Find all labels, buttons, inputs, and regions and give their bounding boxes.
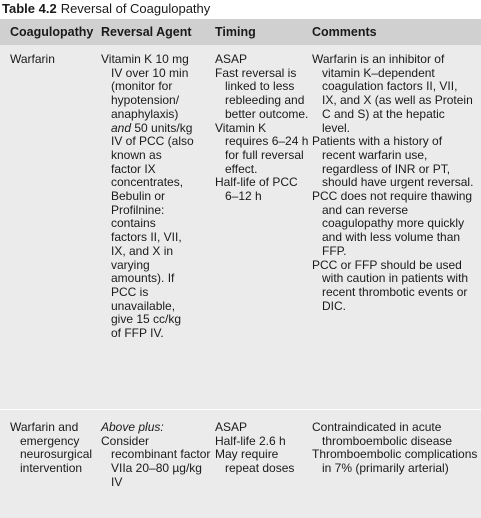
row1-agent-line: contains — [111, 216, 156, 231]
row1-timing-entry: Vitamin K requires 6–24 h for full reversal effect. — [215, 120, 309, 176]
row1-timing-entry: Fast reversal is linked to less rebleeding and better outcome. — [215, 65, 309, 121]
row1-agent-line: known as — [111, 147, 162, 162]
row1-agent-line: IX, and X in — [111, 243, 174, 258]
row1-timing-entry: Half-life of PCC 6–12 h — [215, 175, 298, 204]
table-number: Table 4.2 — [2, 1, 57, 16]
row1-agent-line: IV over 10 min — [111, 65, 189, 80]
row1-agent-line: Profilnine: — [111, 202, 165, 217]
table-title: Reversal of Coagulopathy — [60, 1, 211, 16]
row-separator — [0, 409, 481, 410]
row2-agent-intro: Above plus: — [101, 420, 164, 434]
row1-agent-line: unavailable, — [111, 298, 176, 313]
header-timing: Timing — [215, 25, 256, 39]
row2-comment-entry: Contraindicated in acute thromboembolic disease — [312, 420, 453, 448]
row2-timing-entry: ASAP — [215, 420, 248, 434]
row2-agent-text: Consider recombinant factor VIIa 20–80 µg/kg IV — [101, 433, 211, 489]
header-coagulopathy: Coagulopathy — [10, 25, 94, 39]
row2-timing-entry: Half-life 2.6 h — [215, 433, 286, 448]
row1-agent-line: concentrates, — [111, 175, 184, 190]
table-caption — [2, 0, 210, 19]
row1-timing-entry: ASAP — [215, 52, 248, 66]
row2-timing-entry: May require repeat doses — [215, 447, 295, 476]
row1-agent-line: hypotension/ — [111, 93, 180, 108]
row1-agent-and-line: and 50 units/kg — [111, 120, 193, 135]
row1-comment-entry: Warfarin is an inhibitor of vitamin K–dependent coagulation factors II, VII, IX, and X (as well as Protein C and S) at the hepatic level. — [312, 52, 473, 135]
row1-agent-and: and — [111, 120, 132, 135]
header-reversal-agent: Reversal Agent — [101, 25, 192, 39]
row2-comments — [312, 421, 478, 476]
row1-comment-entry: PCC or FFP should be used with caution in patients with recent thrombotic events or DIC. — [312, 257, 469, 313]
row1-agent-line: factors II, VII, — [111, 230, 182, 245]
header-comments: Comments — [312, 25, 377, 39]
row1-coagulopathy — [10, 53, 96, 67]
row1-agent-line: give 15 cc/kg — [111, 312, 182, 327]
row1-timing — [215, 53, 311, 204]
row1-agent-line: IV of PCC (also — [111, 134, 194, 149]
row1-agent-line: factor IX — [111, 161, 156, 176]
row1-agent-line: of FFP IV. — [111, 326, 164, 341]
row1-coagulopathy-text: Warfarin — [10, 52, 55, 66]
row1-reversal-agent — [101, 53, 213, 341]
row1-agent-line: (monitor for — [111, 79, 173, 94]
row1-comment-entry: Patients with a history of recent warfarin use, regardless of INR or PT, should have urgent reversal. — [312, 134, 474, 190]
row1-agent-line: Vitamin K 10 mg — [101, 52, 189, 66]
row1-agent-line: PCC is — [111, 284, 149, 299]
row2-coagulopathy-text: Warfarin and emergency neurosurgical intervention — [10, 420, 93, 476]
row1-agent-line: Bebulin or — [111, 189, 166, 204]
row2-comment-entry: Thromboembolic complications in 7% (primarily arterial) — [312, 447, 478, 476]
row1-agent-line: anaphylaxis) — [111, 106, 179, 121]
row2-reversal-agent — [101, 421, 213, 490]
row2-timing — [215, 421, 311, 476]
row1-comments — [312, 53, 474, 313]
row1-agent-line: varying — [111, 257, 150, 272]
row1-comment-entry: PCC does not require thawing and can reverse coagulopathy more quickly and with less volume than FFP. — [312, 189, 473, 258]
row2-coagulopathy — [10, 421, 96, 476]
row1-agent-line: amounts). If — [111, 271, 175, 286]
